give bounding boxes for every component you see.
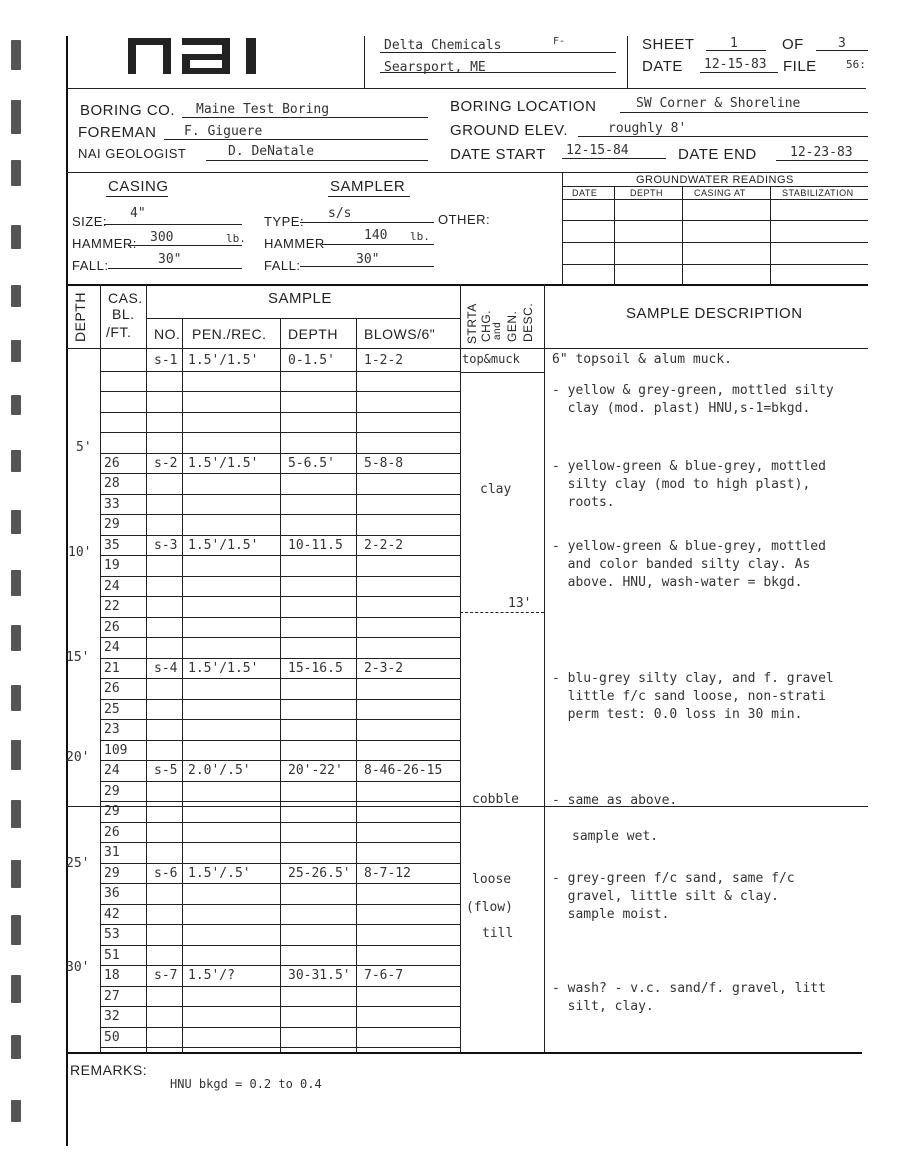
gw-col-sep-2 [682, 186, 683, 284]
cell-cas: 24 [104, 578, 120, 594]
depth-marker-5: 5' [76, 440, 92, 455]
cell-cas: 31 [104, 845, 120, 860]
row-rule [100, 986, 460, 987]
gw-row-1 [562, 220, 868, 221]
desc-sample-3: - yellow-green & blue-grey, mottled and color banded silty clay. As above. HNU, wash-water = bkgd. [552, 539, 826, 590]
cell-blows: 5-8-8 [364, 455, 404, 471]
cell-dep: 25-26.5' [288, 865, 351, 881]
cell-no: s-2 [154, 455, 178, 471]
gw-row-3 [562, 264, 868, 265]
gw-col-sep-1 [614, 186, 615, 284]
casing-size-label: SIZE: [72, 214, 108, 229]
sampler-type-value: s/s [328, 206, 352, 221]
col-strata-header-4: GEN. [505, 310, 519, 342]
strata-topmuck: top&muck [462, 352, 520, 366]
date-end-underline [776, 160, 868, 161]
row-rule [100, 391, 460, 392]
cell-no: s-7 [154, 968, 178, 983]
remarks-text: HNU bkgd = 0.2 to 0.4 [170, 1077, 322, 1091]
cell-cas: 24 [104, 763, 120, 778]
strata-rule-1 [460, 372, 544, 373]
gw-left-border [562, 172, 563, 284]
row-rule [100, 453, 460, 454]
project-location: Searsport, ME [384, 60, 486, 75]
depth-marker-20: 20' [66, 750, 90, 765]
gw-header-rule [562, 199, 868, 200]
table-header-bottom [66, 348, 868, 349]
casing-fall-label: FALL: [72, 258, 109, 273]
depth-marker-30: 30' [66, 960, 90, 975]
groundwater-title: GROUNDWATER READINGS [636, 174, 794, 186]
sampler-type-label: TYPE: [264, 214, 305, 229]
cell-pen: 1.5'/1.5' [188, 660, 259, 676]
header-divider [364, 36, 365, 88]
foreman-value: F. Giguere [184, 124, 263, 139]
row-rule [100, 514, 460, 515]
cell-pen: 1.5'/1.5' [188, 353, 259, 368]
row-rule [100, 781, 460, 782]
desc-topsoil: 6" topsoil & alum muck. [552, 352, 733, 367]
boring-co-label: BORING CO. [80, 102, 176, 119]
cell-cas: 28 [104, 476, 120, 491]
boring-location-underline [620, 112, 868, 113]
cell-pen: 1.5'/1.5' [188, 455, 259, 471]
depth-marker-25: 25' [66, 856, 90, 871]
boring-co-underline [182, 117, 428, 118]
date-label: DATE [642, 58, 683, 75]
casing-title-underline [106, 196, 168, 197]
cell-cas: 21 [104, 660, 120, 676]
sampler-type-underline [300, 222, 434, 223]
cell-dep: 20'-22' [288, 763, 343, 778]
table-top-rule [66, 284, 868, 286]
row-rule [100, 637, 460, 638]
cell-cas: 23 [104, 722, 120, 737]
cell-no: s-3 [154, 537, 178, 553]
cell-dep: 10-11.5 [288, 537, 343, 553]
cell-cas: 27 [104, 988, 120, 1004]
row-rule [100, 432, 460, 433]
cell-cas: 26 [104, 455, 120, 471]
sampler-hammer-underline [322, 244, 434, 245]
row-rule [100, 596, 460, 597]
sampler-fall-value: 30" [356, 252, 380, 267]
col-description-header: SAMPLE DESCRIPTION [626, 305, 803, 322]
table-bottom-rule [66, 1052, 862, 1054]
gw-title-rule [562, 186, 868, 187]
boring-location-label: BORING LOCATION [450, 98, 597, 115]
casing-fall-underline [108, 268, 242, 269]
col-strata-header-1: STRTA [465, 303, 479, 344]
col-depth-header: DEPTH [72, 292, 88, 342]
casing-size-value: 4" [130, 206, 146, 221]
col-cas-header-3: /FT. [106, 324, 132, 340]
cell-cas: 25 [104, 701, 120, 717]
cell-cas: 32 [104, 1009, 120, 1024]
col-sep-blows [460, 284, 461, 1052]
sampler-hammer-label: HAMMER [264, 236, 325, 251]
cell-no: s-4 [154, 660, 178, 676]
date-end-value: 12-23-83 [790, 145, 853, 160]
col-sep-depth [100, 284, 101, 1052]
cell-cas: 18 [104, 968, 120, 983]
cell-pen: 2.0'/.5' [188, 763, 251, 778]
left-border [66, 36, 68, 1146]
strata-cobble: cobble [472, 792, 519, 807]
project-note: F- [553, 36, 566, 47]
strata-depth-13: 13' [508, 596, 532, 611]
cell-cas: 35 [104, 537, 120, 553]
date-start-underline [562, 158, 666, 159]
date-underline [700, 72, 778, 73]
row-rule [100, 473, 460, 474]
row-rule [100, 719, 460, 720]
col-cas-header-1: CAS. [108, 290, 143, 306]
of-label: OF [782, 36, 804, 53]
cell-cas: 33 [104, 496, 120, 512]
desc-same-as-above: - same as above. [552, 793, 678, 808]
gw-col-sep-3 [770, 186, 771, 284]
row-rule [100, 1047, 460, 1048]
date-end-label: DATE END [678, 146, 757, 163]
sampler-hammer-unit: lb. [410, 230, 430, 243]
cell-cas: 29 [104, 865, 120, 881]
cell-blows: 2-3-2 [364, 660, 404, 676]
strata-rule-2 [460, 612, 544, 613]
sampler-hammer-value: 140 [364, 228, 388, 243]
col-sep-cas [146, 284, 147, 1052]
sampler-title: SAMPLER [330, 178, 406, 195]
row-rule [100, 1027, 460, 1028]
ground-elev-value: roughly 8' [608, 121, 687, 136]
cell-blows: 2-2-2 [364, 537, 404, 553]
location-underline [380, 72, 616, 73]
remarks-label: REMARKS: [70, 1062, 148, 1078]
sample-subheader-rule [146, 318, 460, 319]
sampler-other-label: OTHER: [438, 212, 491, 227]
row-rule [100, 760, 460, 761]
sheet-underline [706, 50, 766, 51]
sheet-date: 12-15-83 [704, 57, 767, 72]
casing-fall-value: 30" [158, 252, 182, 267]
strata-till: till [482, 926, 514, 941]
row-rule [100, 371, 460, 372]
row-rule [100, 617, 460, 618]
cell-cas: 50 [104, 1029, 120, 1045]
cell-dep: 15-16.5 [288, 660, 343, 676]
col-sep-pen [280, 318, 281, 1052]
col-sep-no [182, 318, 183, 1052]
col-strata-header-5: DESC. [521, 302, 535, 342]
col-no-header: NO. [154, 326, 181, 342]
date-start-label: DATE START [450, 146, 546, 163]
col-pen-header: PEN./REC. [192, 326, 267, 342]
desc-sample-1: - yellow & grey-green, mottled silty clay (mod. plast) HNU,s-1=bkgd. [552, 383, 834, 416]
col-sdepth-header: DEPTH [288, 326, 338, 342]
strata-clay: clay [480, 482, 512, 497]
strata-flow: (flow) [466, 900, 513, 915]
casing-size-underline [104, 224, 242, 225]
row-rule [100, 535, 460, 536]
col-cas-header-2: BL. [112, 306, 135, 322]
col-blows-header: BLOWS/6" [364, 326, 436, 342]
casing-hammer-value: 300 [150, 230, 174, 245]
cell-cas: 29 [104, 804, 120, 819]
strata-rule-3 [66, 806, 868, 807]
sheet-number: 1 [730, 36, 738, 51]
row-rule [100, 658, 460, 659]
casing-title: CASING [108, 178, 169, 195]
desc-sample-2: - yellow-green & blue-grey, mottled silty clay (mod to high plast), roots. [552, 459, 826, 510]
cell-cas: 24 [104, 640, 120, 655]
row-rule [100, 863, 460, 864]
cell-blows: 8-46-26-15 [364, 763, 443, 778]
desc-sample-4: - blu-grey silty clay, and f. gravel little f/c sand loose, non-strati perm test: 0.0 loss in 30 min. [552, 671, 834, 722]
strata-loose: loose [472, 872, 512, 887]
sampler-fall-underline [300, 266, 434, 267]
sheet-total: 3 [838, 36, 846, 51]
row-rule [100, 842, 460, 843]
row-rule [100, 555, 460, 556]
col-strata-header-3: and [492, 321, 503, 340]
cell-cas: 29 [104, 517, 120, 532]
desc-sample-6: - grey-green f/c sand, same f/c gravel, little silt & clay. sample moist. [552, 871, 795, 922]
row-rule [100, 1006, 460, 1007]
row-rule [100, 883, 460, 884]
col-sep-sdepth [356, 318, 357, 1052]
cell-cas: 19 [104, 558, 120, 573]
col-sample-header: SAMPLE [268, 290, 332, 307]
geologist-label: NAI GEOLOGIST [78, 146, 187, 161]
depth-marker-10: 10' [68, 545, 92, 560]
file-label: FILE [783, 58, 817, 75]
row-rule [100, 699, 460, 700]
project-name: Delta Chemicals [384, 38, 502, 53]
casing-hammer-underline [128, 245, 242, 246]
cell-pen: 1.5'/1.5' [188, 537, 259, 553]
geologist-underline [206, 160, 428, 161]
cell-cas: 109 [104, 742, 128, 758]
boring-location-value: SW Corner & Shoreline [636, 96, 801, 111]
foreman-label: FOREMAN [78, 124, 157, 141]
date-start-value: 12-15-84 [566, 143, 629, 158]
header-bottom-rule [66, 88, 866, 89]
cell-no: s-1 [154, 353, 178, 368]
row-rule [100, 740, 460, 741]
cell-cas: 29 [104, 783, 120, 799]
ground-elev-label: GROUND ELEV. [450, 122, 568, 139]
col-sep-strata [544, 284, 545, 1052]
cell-blows: 8-7-12 [364, 865, 411, 881]
cell-cas: 22 [104, 599, 120, 614]
cell-pen: 1.5'/.5' [188, 865, 251, 881]
sampler-fall-label: FALL: [264, 258, 301, 273]
gw-col-depth: DEPTH [630, 188, 664, 198]
desc-sample-7: - wash? - v.c. sand/f. gravel, litt silt, clay. [552, 981, 826, 1014]
sampler-title-underline [328, 196, 410, 197]
ground-elev-underline [578, 136, 868, 137]
row-rule [100, 945, 460, 946]
cell-cas: 26 [104, 824, 120, 840]
cell-dep: 0-1.5' [288, 353, 335, 368]
col-strata-header-2: CHG. [479, 310, 493, 342]
cell-cas: 26 [104, 619, 120, 635]
gw-row-2 [562, 242, 868, 243]
row-rule [100, 822, 460, 823]
row-rule [100, 965, 460, 966]
cell-pen: 1.5'/? [188, 968, 235, 983]
row-rule [100, 678, 460, 679]
row-rule [100, 801, 460, 802]
cell-cas: 36 [104, 886, 120, 901]
casing-hammer-label: HAMMER: [72, 236, 137, 251]
cell-dep: 30-31.5' [288, 968, 351, 983]
total-underline [816, 50, 868, 51]
project-underline [380, 52, 616, 53]
desc-sample-wet: sample wet. [572, 829, 659, 844]
row-rule [100, 576, 460, 577]
casing-block-top [66, 172, 868, 173]
cell-cas: 26 [104, 681, 120, 696]
casing-hammer-unit: lb. [226, 232, 246, 245]
sheet-label: SHEET [642, 36, 695, 53]
gw-col-date: DATE [572, 188, 598, 198]
row-rule [100, 494, 460, 495]
cell-no: s-5 [154, 763, 178, 778]
foreman-underline [164, 139, 428, 140]
boring-co-value: Maine Test Boring [196, 102, 330, 117]
row-rule [100, 412, 460, 413]
nai-logo [128, 38, 288, 74]
cell-blows: 1-2-2 [364, 353, 404, 368]
gw-col-stabilization: STABILIZATION [782, 188, 854, 198]
cell-cas: 51 [104, 947, 120, 963]
header-divider-2 [627, 36, 628, 88]
cell-dep: 5-6.5' [288, 455, 335, 471]
geologist-value: D. DeNatale [228, 144, 315, 159]
cell-cas: 53 [104, 927, 120, 942]
cell-blows: 7-6-7 [364, 968, 404, 983]
gw-col-casing-at: CASING AT [694, 188, 746, 198]
row-rule [100, 904, 460, 905]
depth-marker-15: 15' [66, 650, 90, 665]
row-rule [100, 924, 460, 925]
file-number: 56: [846, 58, 866, 71]
cell-no: s-6 [154, 865, 178, 881]
cell-cas: 42 [104, 906, 120, 922]
